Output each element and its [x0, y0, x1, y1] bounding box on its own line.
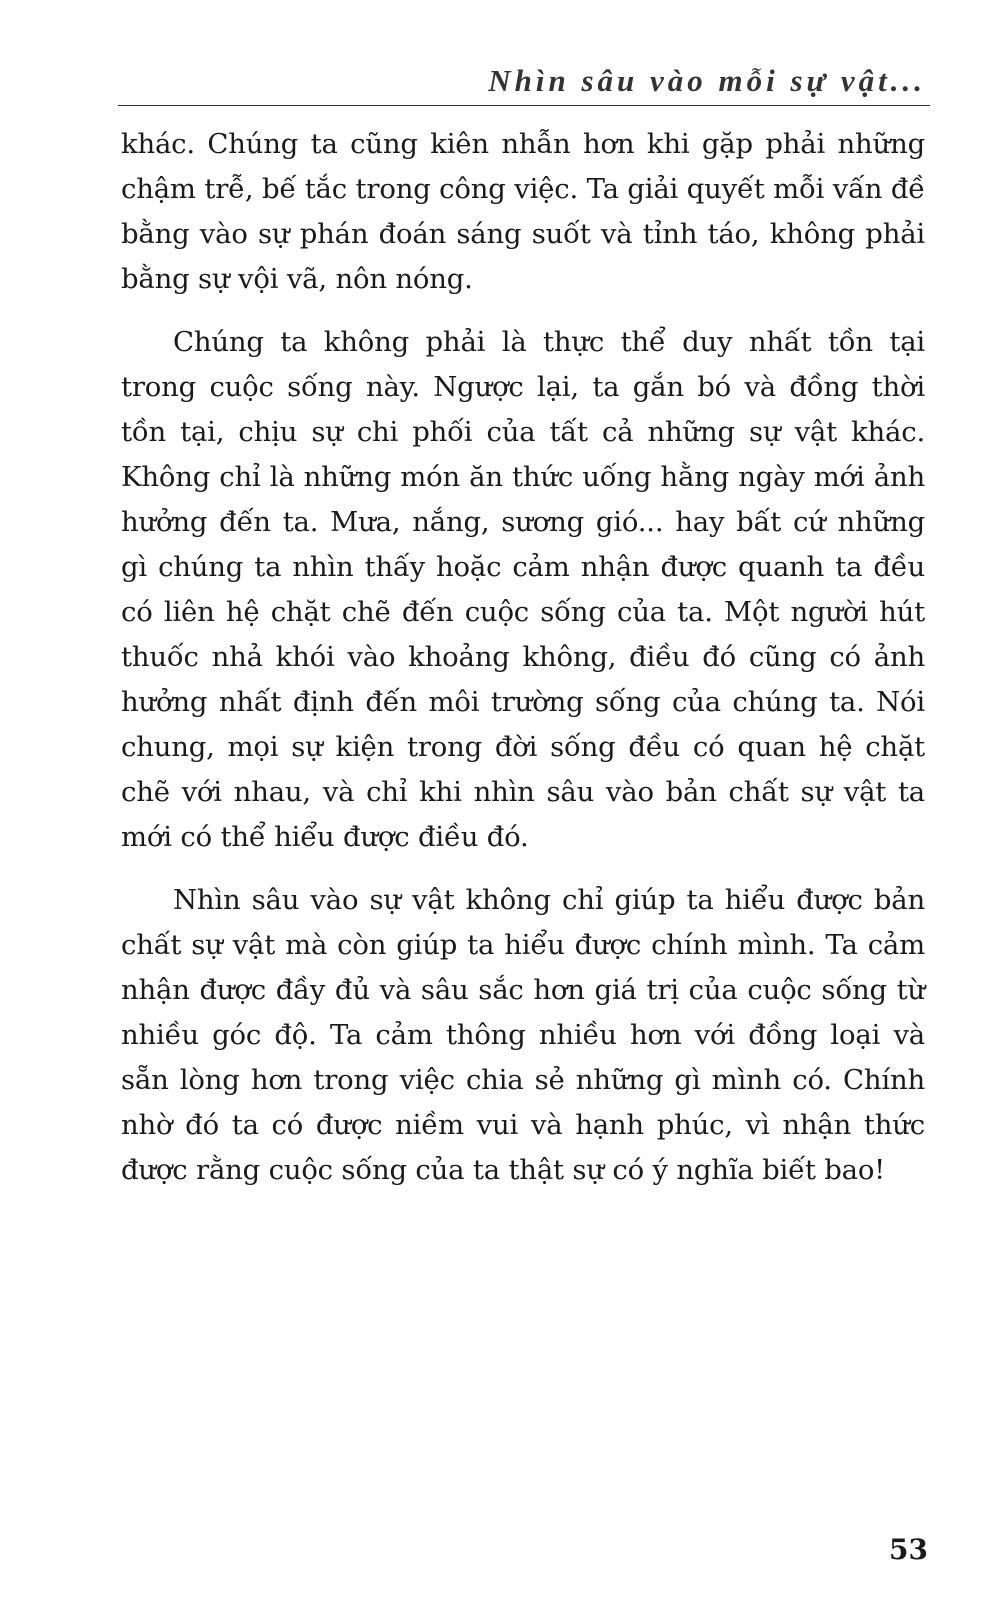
page-number: 53 — [889, 1533, 928, 1566]
running-header — [118, 55, 930, 106]
paragraph-1: khác. Chúng ta cũng kiên nhẫn hơn khi gặp phải những chậm trễ, bế tắc trong công việc. Ta giải quyết mỗi vấn đề bằng vào sự phán đoán sáng suốt và tỉnh táo, không phải bằng sự vội vã, nôn nóng. — [121, 128, 925, 295]
body-text — [121, 122, 925, 1211]
running-title: Nhìn sâu vào mỗi sự vật... — [488, 63, 926, 98]
paragraph-3: Nhìn sâu vào sự vật không chỉ giúp ta hiểu được bản chất sự vật mà còn giúp ta hiểu được chính mình. Ta cảm nhận được đầy đủ và sâu sắc hơn giá trị của cuộc sống từ nhiều góc độ. Ta cảm thông nhiều hơn với đồng loại và sẵn lòng hơn trong việc chia sẻ những gì mình có. Chính nhờ đó ta có được niềm vui và hạnh phúc, vì nhận thức được rằng cuộc sống của ta thật sự có ý nghĩa biết bao! — [121, 884, 925, 1186]
paragraph-2: Chúng ta không phải là thực thể duy nhất tồn tại trong cuộc sống này. Ngược lại, ta gắn bó và đồng thời tồn tại, chịu sự chi phối của tất cả những sự vật khác. Không chỉ là những món ăn thức uống hằng ngày mới ảnh hưởng đến ta. Mưa, nắng, sương gió... hay bất cứ những gì chúng ta nhìn thấy hoặc cảm nhận được quanh ta đều có liên hệ chặt chẽ đến cuộc sống của ta. Một người hút thuốc nhả khói vào khoảng không, điều đó cũng có ảnh hưởng nhất định đến môi trường sống của chúng ta. Nói chung, mọi sự kiện trong đời sống đều có quan hệ chặt chẽ với nhau, và chỉ khi nhìn sâu vào bản chất sự vật ta mới có thể hiểu được điều đó. — [121, 326, 925, 853]
